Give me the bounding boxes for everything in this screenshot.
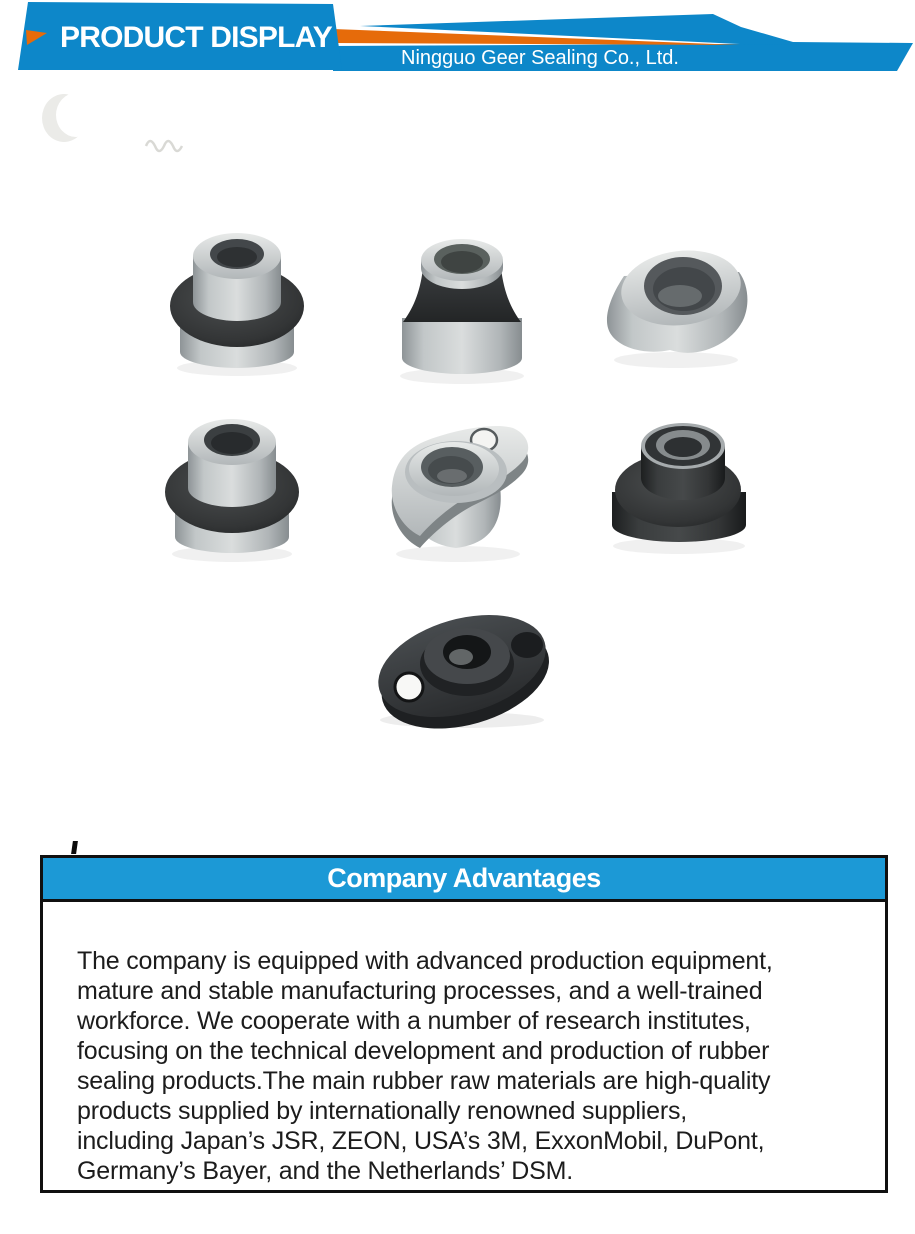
photo-artifacts (42, 93, 182, 151)
stray-mark (71, 841, 78, 854)
product-flange-7 (366, 597, 561, 746)
product-bushing-4 (165, 419, 299, 562)
header-banner (0, 0, 915, 92)
product-photo (0, 90, 915, 850)
body-line: focusing on the technical development and production of rubber (77, 1037, 770, 1065)
body-line: Germany’s Bayer, and the Netherlands’ DSM. (77, 1157, 574, 1185)
company-name: Ningguo Geer Sealing Co., Ltd. (401, 47, 679, 69)
product-bushing-6 (612, 423, 746, 554)
company-advantages-header (43, 858, 885, 902)
body-line: products supplied by internationally renowned suppliers, (77, 1097, 688, 1125)
product-bushing-5 (392, 426, 528, 562)
product-bushing-1 (170, 233, 304, 376)
body-line: mature and stable manufacturing processes, and a well-trained (77, 977, 763, 1005)
company-advantages-title: Company Advantages (327, 863, 601, 893)
company-advantages-body (43, 902, 885, 1186)
product-bushing-3 (607, 244, 747, 368)
body-line: sealing products.The main rubber raw materials are high-quality (77, 1067, 771, 1095)
body-line: The company is equipped with advanced production equipment, (77, 947, 773, 975)
product-bushing-2 (400, 239, 524, 384)
body-line: including Japan’s JSR, ZEON, USA’s 3M, ExxonMobil, DuPont, (77, 1127, 765, 1155)
company-advantages-section (40, 855, 888, 1193)
body-line: workforce. We cooperate with a number of research institutes, (77, 1007, 751, 1035)
page-title: PRODUCT DISPLAY (60, 21, 332, 54)
